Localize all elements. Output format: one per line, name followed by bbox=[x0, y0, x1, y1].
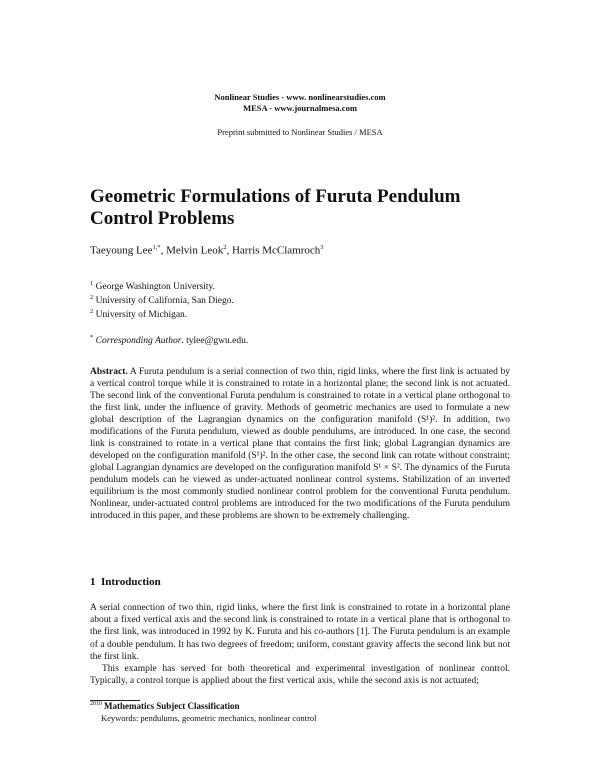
corresponding-mark: * bbox=[90, 334, 94, 341]
affiliation-text: University of Michigan. bbox=[95, 310, 188, 321]
author-1-name: Taeyoung Lee bbox=[90, 244, 153, 257]
paper-title: Geometric Formulations of Furuta Pendulum Control Problems bbox=[90, 186, 461, 229]
author-1-sup: 1,* bbox=[152, 244, 161, 251]
section-title: Introduction bbox=[101, 576, 161, 588]
footnote-keywords: Keywords: pendulums, geometric mechanics, nonlinear control bbox=[101, 713, 317, 723]
abstract bbox=[90, 366, 510, 522]
corresponding-author bbox=[90, 334, 248, 346]
section-number: 1 bbox=[90, 576, 96, 588]
corresponding-label: Corresponding Author bbox=[95, 336, 182, 347]
preprint-note: Preprint submitted to Nonlinear Studies / MESA bbox=[217, 127, 383, 137]
affiliation bbox=[90, 280, 215, 292]
section-heading bbox=[90, 576, 161, 588]
msc-label: Mathematics Subject Classification bbox=[104, 701, 240, 711]
journal-line-1: Nonlinear Studies - www. nonlinearstudies.com bbox=[214, 92, 386, 102]
affiliation bbox=[90, 308, 187, 320]
affiliation bbox=[90, 294, 234, 306]
author-2-sup: 2 bbox=[223, 244, 227, 251]
affiliation-number: 1 bbox=[90, 280, 94, 287]
paragraph: A serial connection of two thin, rigid links, where the first link is constrained to rotate in a horizontal plane about a fixed vertical axis and the second link is constrained to rotate in a vertical plane that is orthogonal to the first link, was introduced in 1992 by K. Furuta and his co-authors [1]. The Furuta pendulum is an example of a double pendulum. It has two degrees of freedom; uniform, constant gravity affects the second link but not the first link. bbox=[90, 603, 510, 662]
abstract-text: A Furuta pendulum is a serial connection of two thin, rigid links, where the first link is actuated by a vertical control torque while it is constrained to rotate in a horizontal plane; the second link is not actuated. The second link of the conventional Furuta pendulum is constrained to rotate in a vertical plane orthogonal to the first link, under the influence of gravity. Methods of geometric mechanics are used to formulate a new global description of the Lagrangian dynamics on the configuration manifold (S¹)². In addition, two modifications of the Furuta pendulum, viewed as double pendulums, are introduced. In one case, the second link is constrained to rotate in a vertical plane that contains the first link; global Lagrangian dynamics are developed on the configuration manifold (S¹)². In the other case, the second link can rotate without constraint; global Lagrangian dynamics are developed on the configuration manifold S¹ × S². The dynamics of the Furuta pendulum models can be viewed as under-actuated nonlinear control systems. Stabilization of an inverted equilibrium is the most commonly studied nonlinear control problem for the conventional Furuta pendulum. Nonlinear, under-actuated control problems are introduced for the two modifications of the Furuta pendulum introduced in this paper, and these problems are shown to be extremely challenging. bbox=[90, 367, 510, 521]
paragraph: This example has served for both theoretical and experimental investigation of nonlinear control. Typically, a control torque is applied about the first vertical axis, while the second axis is not actuated; bbox=[90, 664, 510, 687]
journal-line-2: MESA - www.journalmesa.com bbox=[243, 103, 357, 113]
author-3-name: Harris McClamroch bbox=[231, 244, 321, 257]
affiliation-number: 2 bbox=[90, 294, 94, 301]
affiliation-number: 2 bbox=[90, 308, 94, 315]
abstract-heading: Abstract. bbox=[90, 367, 128, 377]
affiliation-text: George Washington University. bbox=[95, 282, 216, 293]
corresponding-email: . tylee@gwu.edu. bbox=[181, 336, 249, 347]
author-separator: , bbox=[160, 244, 167, 257]
body-text bbox=[90, 602, 510, 687]
footnote-msc bbox=[90, 701, 239, 711]
author-separator: , bbox=[226, 244, 232, 257]
author-list bbox=[90, 244, 324, 257]
author-3-sup: 3 bbox=[320, 244, 324, 251]
footnote-year: 2010 bbox=[90, 701, 102, 707]
author-2-name: Melvin Leok bbox=[166, 244, 224, 257]
affiliation-text: University of California, San Diego. bbox=[95, 296, 234, 307]
